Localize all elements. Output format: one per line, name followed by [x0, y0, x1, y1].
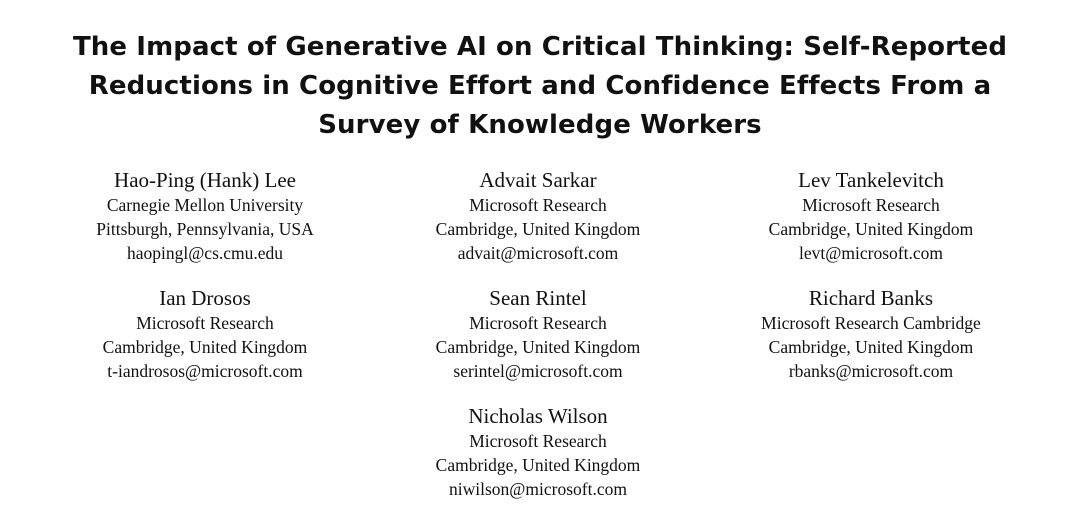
author-location: Pittsburgh, Pennsylvania, USA	[96, 219, 314, 239]
author-name: Ian Drosos	[159, 286, 251, 310]
author-location: Cambridge, United Kingdom	[435, 219, 641, 239]
author-name: Richard Banks	[808, 286, 934, 310]
author-name: Sean Rintel	[489, 286, 587, 310]
author-email[interactable]: rbanks@microsoft.com	[788, 361, 954, 381]
author-name: Advait Sarkar	[479, 168, 597, 192]
author-email[interactable]: t-iandrosos@microsoft.com	[107, 361, 303, 381]
author-location: Cambridge, United Kingdom	[435, 455, 641, 475]
author-block-banks	[701, 285, 1041, 383]
author-block-rintel	[368, 285, 708, 383]
author-location: Cambridge, United Kingdom	[768, 219, 974, 239]
author-institution: Microsoft Research	[802, 195, 940, 215]
author-institution: Microsoft Research	[469, 431, 607, 451]
author-location: Cambridge, United Kingdom	[435, 337, 641, 357]
author-block-drosos	[35, 285, 375, 383]
title-line: Survey of Knowledge Workers	[318, 110, 762, 140]
author-name: Lev Tankelevitch	[798, 168, 944, 192]
author-email[interactable]: haopingl@cs.cmu.edu	[126, 243, 284, 263]
author-institution: Microsoft Research	[469, 195, 607, 215]
author-block-wilson	[368, 403, 708, 501]
author-block-tankelevitch	[701, 167, 1041, 265]
author-email[interactable]: niwilson@microsoft.com	[449, 479, 627, 499]
title-line: The Impact of Generative AI on Critical Thinking: Self-Reported	[72, 32, 1008, 62]
author-email[interactable]: serintel@microsoft.com	[453, 361, 623, 381]
title-line: Reductions in Cognitive Effort and Confidence Effects From a	[88, 71, 992, 101]
author-name: Nicholas Wilson	[468, 404, 608, 428]
author-institution: Microsoft Research Cambridge	[761, 313, 981, 333]
author-block-lee	[35, 167, 375, 265]
author-institution: Carnegie Mellon University	[106, 195, 304, 215]
author-location: Cambridge, United Kingdom	[768, 337, 974, 357]
author-email[interactable]: advait@microsoft.com	[457, 243, 619, 263]
author-email[interactable]: levt@microsoft.com	[799, 243, 943, 263]
author-name: Hao-Ping (Hank) Lee	[114, 168, 296, 192]
paper-title	[20, 28, 1060, 145]
author-location: Cambridge, United Kingdom	[102, 337, 308, 357]
author-institution: Microsoft Research	[469, 313, 607, 333]
author-block-sarkar	[368, 167, 708, 265]
author-institution: Microsoft Research	[136, 313, 274, 333]
